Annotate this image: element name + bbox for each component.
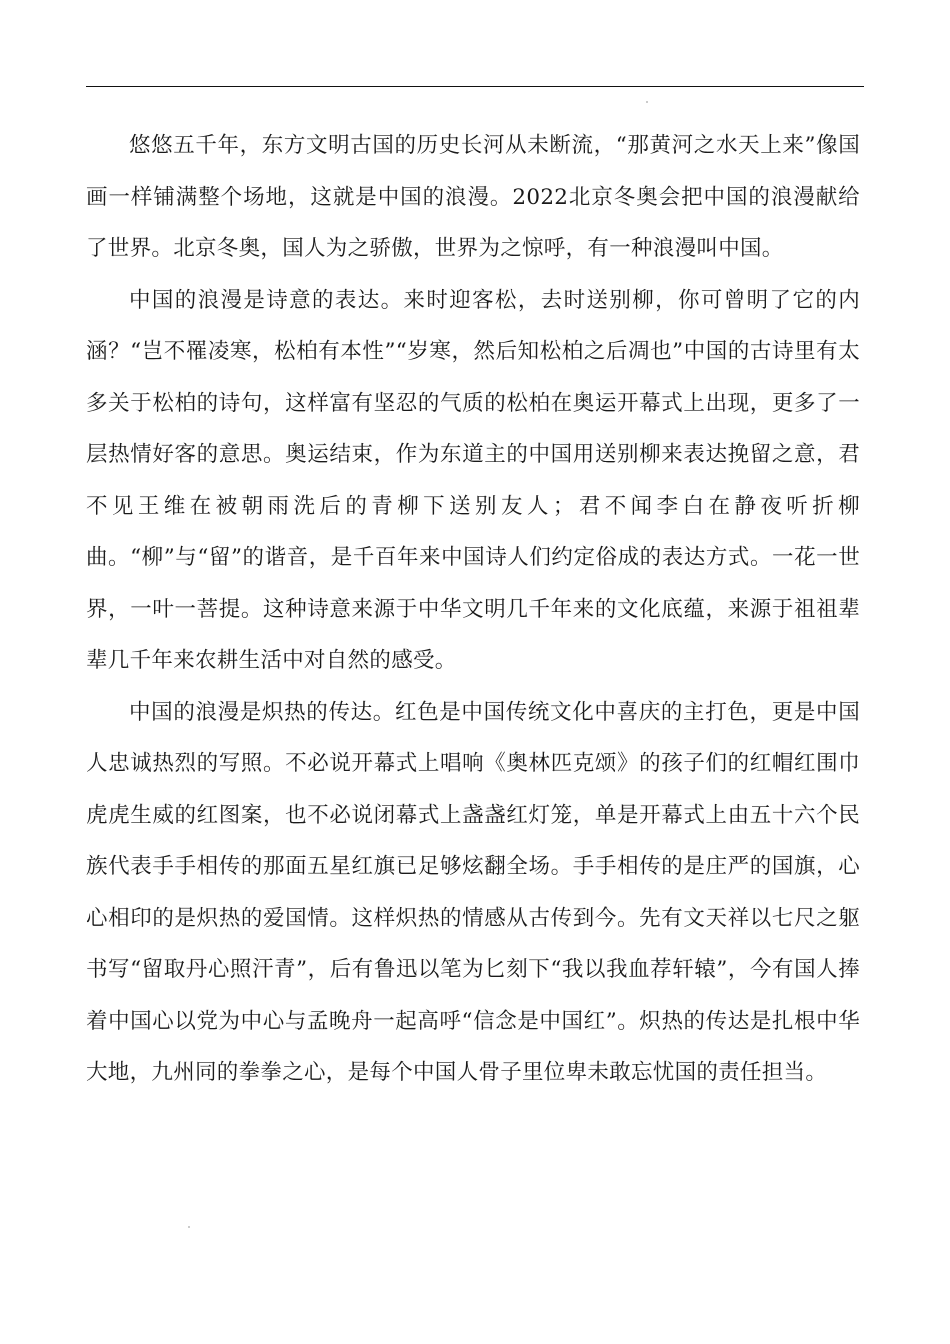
paragraph-intro: 悠悠五千年，东方文明古国的历史长河从未断流，“那黄河之水天上来”像国画一样铺满整个场地，这就是中国的浪漫。2022北京冬奥会把中国的浪漫献给了世界。北京冬奥，国人为之骄傲，世界为之惊呼，有一种浪漫叫中国。: [86, 133, 860, 261]
document-body: [86, 120, 860, 1099]
paragraph-fervent-expression: 中国的浪漫是炽热的传达。红色是中国传统文化中喜庆的主打色，更是中国人忠诚热烈的写照。不必说开幕式上唱响《奥林匹克颂》的孩子们的红帽红围巾虎虎生威的红图案，也不必说闭幕式上盏盏红灯笼，单是开幕式上由五十六个民族代表手手相传的那面五星红旗已足够炫翻全场。手手相传的是庄严的国旗，心心相印的是炽热的爱国情。这样炽热的情感从古传到今。先有文天祥以七尺之躯书写“留取丹心照汗青”，后有鲁迅以笔为匕刻下“我以我血荐轩辕”，今有国人捧着中国心以党为中心与孟晚舟一起高呼“信念是中国红”。炽热的传达是扎根中华大地，九州同的拳拳之心，是每个中国人骨子里位卑未敢忘忧国的责任担当。: [86, 699, 860, 1085]
scan-speck: [188, 1226, 190, 1228]
scan-speck: [646, 101, 648, 103]
header-rule: [86, 86, 864, 87]
paragraph-poetic-expression: 中国的浪漫是诗意的表达。来时迎客松，去时送别柳，你可曾明了它的内涵？“岂不罹凌寒，松柏有本性”“岁寒，然后知松柏之后凋也”中国的古诗里有太多关于松柏的诗句，这样富有坚忍的气质的松柏在奥运开幕式上出现，更多了一层热情好客的意思。奥运结束，作为东道主的中国用送别柳来表达挽留之意，君不见王维在被朝雨洗后的青柳下送别友人；君不闻李白在静夜听折柳曲。“柳”与“留”的谐音，是千百年来中国诗人们约定俗成的表达方式。一花一世界，一叶一菩提。这种诗意来源于中华文明几千年来的文化底蕴，来源于祖祖辈辈几千年来农耕生活中对自然的感受。: [86, 287, 860, 673]
